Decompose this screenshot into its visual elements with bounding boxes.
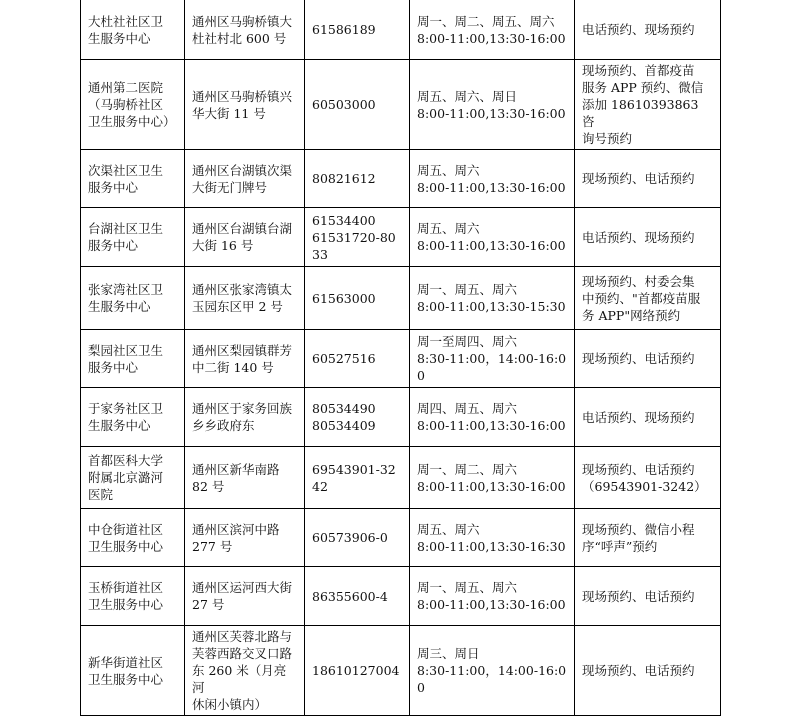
- phone-line: 69543901-3242: [312, 461, 396, 494]
- booking-line: 电话预约、现场预约: [582, 22, 695, 37]
- booking-line: 现场预约、电话预约: [582, 461, 695, 477]
- address-cell: [185, 626, 305, 716]
- address-line: 华大街 11 号: [192, 105, 266, 121]
- address-line: 休闲小镇内）: [192, 697, 268, 712]
- hours-cell: [410, 60, 575, 150]
- name-line: 附属北京潞河: [88, 470, 164, 485]
- booking-cell: [575, 447, 721, 509]
- address-cell: [185, 150, 305, 208]
- address-cell: [185, 267, 305, 330]
- booking-cell: [575, 60, 721, 150]
- address-cell: [185, 447, 305, 509]
- phone-cell: [305, 150, 410, 208]
- hours-line: 周一、周五、周六: [417, 282, 518, 297]
- address-cell: [185, 567, 305, 626]
- hours-line: 8:00-11:00,13:30-16:00: [417, 179, 566, 195]
- hours-line: 8:00-11:00,13:30-16:00: [417, 478, 566, 494]
- name-cell: [81, 509, 185, 567]
- phone-cell: [305, 388, 410, 447]
- address-line: 82 号: [192, 478, 225, 494]
- address-cell: [185, 388, 305, 447]
- phone-line: 18610127004: [312, 663, 400, 678]
- address-cell: [185, 509, 305, 567]
- table-row: [81, 60, 721, 150]
- name-line: 玉桥街道社区: [88, 580, 164, 595]
- booking-line: 现场预约、电话预约: [582, 588, 695, 604]
- booking-line: （69543901-3242）: [582, 478, 707, 494]
- name-line: 医院: [88, 487, 114, 502]
- table-row: [81, 330, 721, 388]
- phone-line: 86355600-4: [312, 588, 388, 604]
- name-cell: [81, 388, 185, 447]
- hours-line: 8:00-11:00,13:30-16:30: [417, 538, 566, 554]
- hours-cell: [410, 626, 575, 716]
- address-line: 277 号: [192, 538, 233, 554]
- booking-cell: [575, 150, 721, 208]
- hours-line: 8:00-11:00,13:30-15:30: [417, 299, 566, 314]
- address-line: 乡乡政府东: [192, 418, 255, 433]
- address-cell: [185, 0, 305, 60]
- phone-line: 61531720-8033: [312, 229, 396, 262]
- name-line: （马驹桥社区: [88, 97, 164, 112]
- hours-cell: [410, 447, 575, 509]
- hours-cell: [410, 0, 575, 60]
- booking-cell: [575, 0, 721, 60]
- phone-cell: [305, 567, 410, 626]
- table-row: [81, 0, 721, 60]
- hours-line: 8:00-11:00,13:30-16:00: [417, 597, 566, 612]
- phone-cell: [305, 208, 410, 267]
- name-cell: [81, 447, 185, 509]
- address-line: 通州区马驹桥镇大: [192, 13, 293, 29]
- booking-line: 中预约、"首都疫苗服: [582, 290, 701, 306]
- address-line: 通州区台湖镇次渠: [192, 162, 293, 178]
- booking-cell: [575, 388, 721, 447]
- hours-cell: [410, 388, 575, 447]
- hours-line: 周五、周六: [417, 521, 480, 537]
- phone-cell: [305, 509, 410, 567]
- table-body: [81, 0, 721, 716]
- hours-line: 周三、周日: [417, 646, 480, 661]
- phone-cell: [305, 447, 410, 509]
- booking-line: 询号预约: [582, 131, 633, 146]
- hours-line: 8:00-11:00,13:30-16:00: [417, 30, 566, 46]
- name-line: 卫生服务中心: [88, 671, 164, 687]
- hours-line: 周五、周六、周日: [417, 88, 518, 104]
- address-cell: [185, 330, 305, 388]
- phone-cell: [305, 60, 410, 150]
- hours-cell: [410, 330, 575, 388]
- name-cell: [81, 267, 185, 330]
- hours-line: 周五、周六: [417, 162, 480, 178]
- phone-line: 60503000: [312, 97, 376, 112]
- phone-cell: [305, 330, 410, 388]
- name-line: 生服务中心: [88, 30, 151, 46]
- name-line: 新华街道社区: [88, 654, 164, 670]
- booking-cell: [575, 267, 721, 330]
- hours-line: 8:00-11:00,13:30-16:00: [417, 238, 566, 253]
- phone-line: 80821612: [312, 171, 376, 186]
- hours-line: 周四、周五、周六: [417, 401, 518, 416]
- hours-line: 周一至周四、周六: [417, 334, 518, 349]
- phone-line: 60573906-0: [312, 530, 388, 545]
- name-line: 卫生服务中心: [88, 597, 164, 612]
- name-line: 梨园社区卫生: [88, 342, 164, 358]
- address-line: 杜社村北 600 号: [192, 30, 287, 46]
- name-line: 中仓街道社区: [88, 521, 164, 537]
- booking-cell: [575, 509, 721, 567]
- booking-line: 现场预约、首都疫苗: [582, 63, 695, 78]
- hours-line: 8:00-11:00,13:30-16:00: [417, 105, 566, 121]
- address-line: 芙蓉西路交叉口路: [192, 646, 293, 661]
- table-row: [81, 267, 721, 330]
- booking-line: 现场预约、微信小程: [582, 521, 695, 537]
- booking-line: 务 APP"网络预约: [582, 307, 681, 323]
- hours-line: 周五、周六: [417, 221, 480, 236]
- name-line: 生服务中心: [88, 299, 151, 314]
- booking-cell: [575, 626, 721, 716]
- address-line: 玉园东区甲 2 号: [192, 299, 283, 314]
- booking-line: 现场预约、电话预约: [582, 351, 695, 366]
- name-cell: [81, 567, 185, 626]
- phone-line: 61586189: [312, 22, 376, 37]
- booking-line: 现场预约、电话预约: [582, 171, 695, 186]
- table-row: [81, 388, 721, 447]
- address-line: 通州区张家湾镇太: [192, 282, 293, 297]
- phone-line: 61563000: [312, 290, 376, 306]
- phone-cell: [305, 0, 410, 60]
- booking-line: 现场预约、电话预约: [582, 663, 695, 678]
- address-line: 大街无门牌号: [192, 179, 268, 195]
- name-line: 次渠社区卫生: [88, 162, 164, 178]
- phone-cell: [305, 267, 410, 330]
- phone-line: 61534400: [312, 212, 376, 228]
- hours-cell: [410, 150, 575, 208]
- name-cell: [81, 626, 185, 716]
- booking-line: 添加 18610393863 咨: [582, 97, 699, 129]
- table-row: [81, 208, 721, 267]
- booking-cell: [575, 330, 721, 388]
- name-cell: [81, 330, 185, 388]
- address-line: 通州区运河西大街: [192, 580, 293, 595]
- table-row: [81, 447, 721, 509]
- name-line: 张家湾社区卫: [88, 282, 164, 297]
- hours-cell: [410, 208, 575, 267]
- name-line: 大杜社社区卫: [88, 13, 164, 29]
- name-line: 卫生服务中心）: [88, 114, 176, 129]
- table-row: [81, 626, 721, 716]
- address-line: 通州区台湖镇台湖: [192, 221, 293, 236]
- hours-line: 周一、周五、周六: [417, 580, 518, 595]
- name-line: 服务中心: [88, 238, 139, 253]
- address-line: 大街 16 号: [192, 238, 254, 253]
- name-line: 台湖社区卫生: [88, 221, 164, 236]
- name-line: 于家务社区卫: [88, 401, 164, 416]
- booking-line: 电话预约、现场预约: [582, 229, 695, 245]
- address-line: 通州区于家务回族: [192, 401, 293, 416]
- hours-line: 8:30-11:00，14:00-16:00: [417, 351, 567, 383]
- name-line: 服务中心: [88, 359, 139, 375]
- name-cell: [81, 150, 185, 208]
- vaccination-sites-table: [80, 0, 721, 716]
- address-cell: [185, 60, 305, 150]
- address-line: 通州区马驹桥镇兴: [192, 88, 293, 104]
- booking-cell: [575, 567, 721, 626]
- name-cell: [81, 208, 185, 267]
- address-line: 通州区梨园镇群芳: [192, 342, 293, 358]
- table-row: [81, 509, 721, 567]
- phone-line: 80534409: [312, 418, 376, 433]
- hours-cell: [410, 567, 575, 626]
- name-cell: [81, 0, 185, 60]
- hours-cell: [410, 509, 575, 567]
- phone-line: 80534490: [312, 401, 376, 416]
- address-line: 通州区滨河中路: [192, 521, 280, 537]
- booking-cell: [575, 208, 721, 267]
- hours-cell: [410, 267, 575, 330]
- hours-line: 8:30-11:00，14:00-16:00: [417, 663, 567, 695]
- hours-line: 周一、周二、周六: [417, 461, 518, 477]
- address-line: 中二街 140 号: [192, 359, 274, 375]
- booking-line: 服务 APP 预约、微信: [582, 80, 704, 95]
- table-row: [81, 150, 721, 208]
- hours-line: 周一、周二、周五、周六: [417, 13, 555, 29]
- name-line: 服务中心: [88, 179, 139, 195]
- name-line: 首都医科大学: [88, 453, 164, 468]
- address-line: 27 号: [192, 597, 225, 612]
- address-cell: [185, 208, 305, 267]
- hours-line: 8:00-11:00,13:30-16:00: [417, 418, 566, 433]
- address-line: 通州区芙蓉北路与: [192, 629, 293, 644]
- booking-line: 电话预约、现场预约: [582, 409, 695, 425]
- address-line: 通州区新华南路: [192, 461, 280, 477]
- booking-line: 序“呼声”预约: [582, 538, 658, 554]
- booking-line: 现场预约、村委会集: [582, 273, 695, 289]
- name-cell: [81, 60, 185, 150]
- name-line: 卫生服务中心: [88, 538, 164, 554]
- name-line: 生服务中心: [88, 418, 151, 433]
- phone-line: 60527516: [312, 351, 376, 366]
- phone-cell: [305, 626, 410, 716]
- address-line: 东 260 米（月亮河: [192, 663, 287, 695]
- name-line: 通州第二医院: [88, 80, 164, 95]
- table-row: [81, 567, 721, 626]
